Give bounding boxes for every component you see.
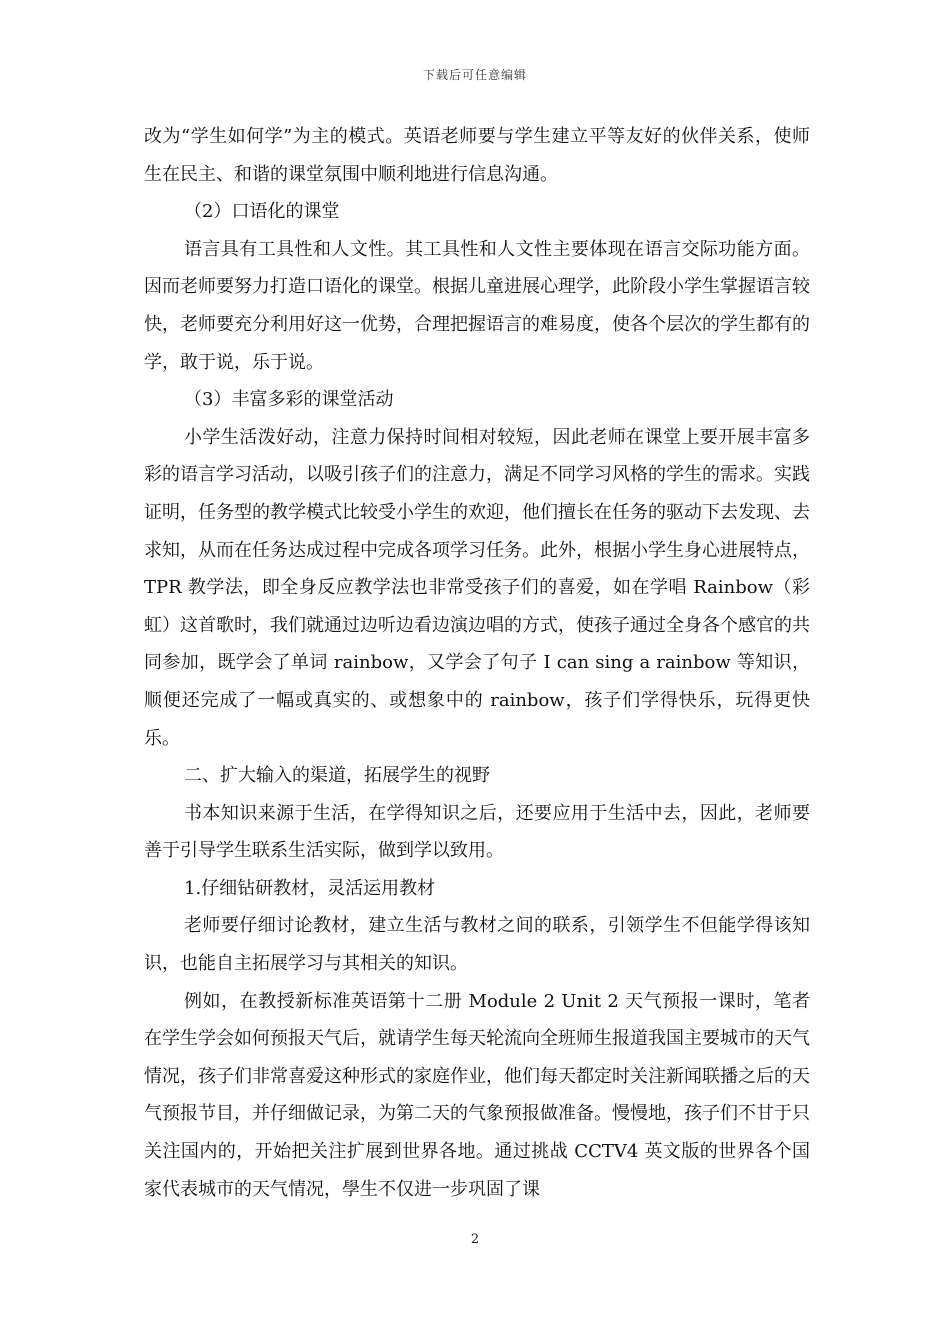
section-heading-classroom-activities: （3）丰富多彩的课堂活动: [184, 389, 394, 411]
document-body: [144, 118, 810, 1208]
paragraph: 老师要仔细讨论教材，建立生活与教材之间的联系，引领学生不但能学得该知识，也能自主拓展学习与其相关的知识。: [144, 915, 810, 975]
page-number: 2: [470, 1232, 480, 1247]
section-heading-oral-classroom: （2）口语化的课堂: [184, 201, 340, 223]
section-heading-study-textbook: 1.仔细钻研教材，灵活运用教材: [184, 877, 436, 899]
paragraph: 例如，在教授新标准英语第十二册 Module 2 Unit 2 天气预报一课时，笔者在学生学会如何预报天气后，就请学生每天轮流向全班师生报道我国主要城市的天气情况，孩子们非常喜爱这种形式的家庭作业，他们每天都定时关注新闻联播之后的天气预报节目，并仔细做记录，为第二天的气象预报做准备。慢慢地，孩子们不甘于只关注国内的，开始把关注扩展到世界各地。通过挑战 CCTV4 英文版的世界各个国家代表城市的天气情况，學生不仅进一步巩固了课: [144, 990, 810, 1200]
paragraph-continued: 改为“学生如何学”为主的模式。英语老师要与学生建立平等友好的伙伴关系，使师生在民主、和谐的课堂氛围中顺利地进行信息沟通。: [144, 126, 810, 185]
paragraph: 书本知识来源于生活，在学得知识之后，还要应用于生活中去，因此，老师要善于引导学生联系生活实际，做到学以致用。: [144, 802, 810, 862]
paragraph: 小学生活泼好动，注意力保持时间相对较短，因此老师在课堂上要开展丰富多彩的语言学习活动，以吸引孩子们的注意力，满足不同学习风格的学生的需求。实践证明，任务型的教学模式比较受小学生的欢迎，他们擅长在任务的驱动下去发现、去求知，从而在任务达成过程中完成各项学习任务。此外，根据小学生身心进展特点，TPR 教学法，即全身反应教学法也非常受孩子们的喜爱，如在学唱 Rainbow（彩虹）这首歌时，我们就通过边听边看边演边唱的方式，使孩子通过全身各个感官的共同参加，既学会了单词 rainbow，又学会了句子 I can sing a rainbow 等知识，顺便还完成了一幅或真实的、或想象中的 rainbow，孩子们学得快乐，玩得更快乐。: [144, 426, 810, 749]
page-header: 下载后可任意编辑: [422, 68, 527, 82]
section-heading-expand-input: 二、扩大输入的渠道，拓展学生的视野: [184, 765, 490, 787]
paragraph: 语言具有工具性和人文性。其工具性和人文性主要体现在语言交际功能方面。因而老师要努力打造口语化的课堂。根据儿童进展心理学，此阶段小学生掌握语言较快，老师要充分利用好这一优势，合理把握语言的难易度，使各个层次的学生都有的学，敢于说，乐于说。: [144, 238, 810, 373]
